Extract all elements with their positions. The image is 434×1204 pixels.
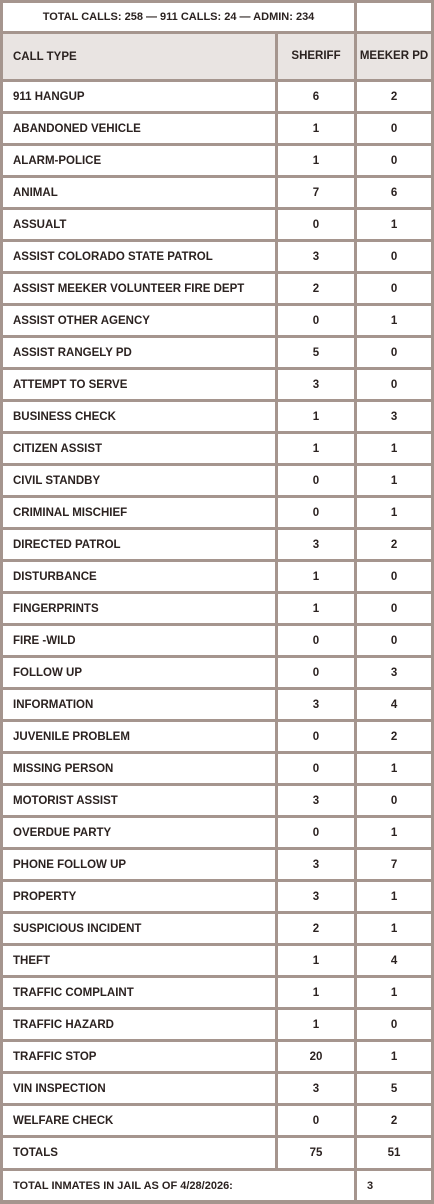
call-type-cell: THEFT bbox=[3, 946, 275, 975]
call-type-cell: DISTURBANCE bbox=[3, 562, 275, 591]
table-row bbox=[3, 978, 431, 1007]
table-row bbox=[3, 1010, 431, 1039]
meeker-count-cell: 1 bbox=[357, 1042, 431, 1071]
table-row bbox=[3, 434, 431, 463]
sheriff-count-cell: 6 bbox=[278, 82, 354, 111]
meeker-count-cell: 3 bbox=[357, 402, 431, 431]
sheriff-count-cell: 3 bbox=[278, 850, 354, 879]
call-type-cell: MISSING PERSON bbox=[3, 754, 275, 783]
sheriff-count-cell: 0 bbox=[278, 658, 354, 687]
header-row bbox=[3, 34, 431, 79]
sheriff-count-cell: 1 bbox=[278, 562, 354, 591]
sheriff-count-cell: 3 bbox=[278, 242, 354, 271]
table-row bbox=[3, 210, 431, 239]
table-row bbox=[3, 1106, 431, 1135]
meeker-count-cell: 5 bbox=[357, 1074, 431, 1103]
sheriff-count-cell: 2 bbox=[278, 274, 354, 303]
call-type-cell: 911 HANGUP bbox=[3, 82, 275, 111]
call-type-cell: OVERDUE PARTY bbox=[3, 818, 275, 847]
call-type-cell: ABANDONED VEHICLE bbox=[3, 114, 275, 143]
summary-text: TOTAL CALLS: 258 — 911 CALLS: 24 — ADMIN: 234 bbox=[3, 3, 354, 31]
call-type-cell: DIRECTED PATROL bbox=[3, 530, 275, 559]
meeker-count-cell: 1 bbox=[357, 978, 431, 1007]
call-type-cell: ASSIST OTHER AGENCY bbox=[3, 306, 275, 335]
table-row bbox=[3, 530, 431, 559]
totals-meeker: 51 bbox=[357, 1138, 431, 1168]
summary-empty-cell bbox=[357, 3, 431, 31]
meeker-count-cell: 7 bbox=[357, 850, 431, 879]
meeker-count-cell: 2 bbox=[357, 82, 431, 111]
header-meeker-pd: MEEKER PD bbox=[357, 34, 431, 79]
sheriff-count-cell: 0 bbox=[278, 626, 354, 655]
meeker-count-cell: 2 bbox=[357, 530, 431, 559]
meeker-count-cell: 0 bbox=[357, 786, 431, 815]
sheriff-count-cell: 1 bbox=[278, 978, 354, 1007]
meeker-count-cell: 2 bbox=[357, 722, 431, 751]
meeker-count-cell: 3 bbox=[357, 658, 431, 687]
totals-sheriff: 75 bbox=[278, 1138, 354, 1168]
header-call-type: CALL TYPE bbox=[3, 34, 275, 79]
call-type-cell: TRAFFIC STOP bbox=[3, 1042, 275, 1071]
meeker-count-cell: 1 bbox=[357, 754, 431, 783]
inmates-label: TOTAL INMATES IN JAIL AS OF 4/28/2026: bbox=[3, 1171, 354, 1200]
inmates-count: 3 bbox=[357, 1171, 431, 1200]
meeker-count-cell: 0 bbox=[357, 594, 431, 623]
call-type-cell: TRAFFIC COMPLAINT bbox=[3, 978, 275, 1007]
sheriff-count-cell: 1 bbox=[278, 946, 354, 975]
sheriff-count-cell: 20 bbox=[278, 1042, 354, 1071]
sheriff-count-cell: 1 bbox=[278, 114, 354, 143]
sheriff-count-cell: 2 bbox=[278, 914, 354, 943]
sheriff-count-cell: 3 bbox=[278, 690, 354, 719]
call-type-cell: ASSIST MEEKER VOLUNTEER FIRE DEPT bbox=[3, 274, 275, 303]
call-type-cell: SUSPICIOUS INCIDENT bbox=[3, 914, 275, 943]
meeker-count-cell: 1 bbox=[357, 466, 431, 495]
table-row bbox=[3, 338, 431, 367]
meeker-count-cell: 1 bbox=[357, 818, 431, 847]
table-row bbox=[3, 690, 431, 719]
table-row bbox=[3, 498, 431, 527]
meeker-count-cell: 1 bbox=[357, 210, 431, 239]
totals-label: TOTALS bbox=[3, 1138, 275, 1168]
sheriff-count-cell: 0 bbox=[278, 498, 354, 527]
meeker-count-cell: 1 bbox=[357, 306, 431, 335]
table-row bbox=[3, 114, 431, 143]
summary-row bbox=[3, 3, 431, 31]
call-type-cell: VIN INSPECTION bbox=[3, 1074, 275, 1103]
sheriff-count-cell: 0 bbox=[278, 1106, 354, 1135]
table-row bbox=[3, 466, 431, 495]
meeker-count-cell: 0 bbox=[357, 562, 431, 591]
meeker-count-cell: 4 bbox=[357, 946, 431, 975]
table-row bbox=[3, 818, 431, 847]
sheriff-count-cell: 3 bbox=[278, 882, 354, 911]
table-row bbox=[3, 946, 431, 975]
meeker-count-cell: 0 bbox=[357, 146, 431, 175]
table-row bbox=[3, 626, 431, 655]
call-type-cell: ASSIST COLORADO STATE PATROL bbox=[3, 242, 275, 271]
sheriff-count-cell: 1 bbox=[278, 594, 354, 623]
sheriff-count-cell: 0 bbox=[278, 818, 354, 847]
meeker-count-cell: 0 bbox=[357, 242, 431, 271]
table-row bbox=[3, 914, 431, 943]
meeker-count-cell: 1 bbox=[357, 914, 431, 943]
call-type-cell: CIVIL STANDBY bbox=[3, 466, 275, 495]
table-row bbox=[3, 242, 431, 271]
sheriff-count-cell: 3 bbox=[278, 786, 354, 815]
call-type-cell: ASSIST RANGELY PD bbox=[3, 338, 275, 367]
sheriff-count-cell: 0 bbox=[278, 754, 354, 783]
call-type-cell: ANIMAL bbox=[3, 178, 275, 207]
table-row bbox=[3, 274, 431, 303]
call-type-cell: CRIMINAL MISCHIEF bbox=[3, 498, 275, 527]
meeker-count-cell: 0 bbox=[357, 274, 431, 303]
call-type-cell: PROPERTY bbox=[3, 882, 275, 911]
meeker-count-cell: 0 bbox=[357, 1010, 431, 1039]
call-type-cell: BUSINESS CHECK bbox=[3, 402, 275, 431]
table-row bbox=[3, 146, 431, 175]
call-type-cell: ATTEMPT TO SERVE bbox=[3, 370, 275, 399]
table-row bbox=[3, 178, 431, 207]
sheriff-count-cell: 1 bbox=[278, 1010, 354, 1039]
meeker-count-cell: 1 bbox=[357, 882, 431, 911]
table-row bbox=[3, 82, 431, 111]
call-type-cell: ALARM-POLICE bbox=[3, 146, 275, 175]
table-row bbox=[3, 1042, 431, 1071]
sheriff-count-cell: 3 bbox=[278, 370, 354, 399]
sheriff-count-cell: 0 bbox=[278, 722, 354, 751]
sheriff-count-cell: 5 bbox=[278, 338, 354, 367]
meeker-count-cell: 0 bbox=[357, 370, 431, 399]
sheriff-count-cell: 1 bbox=[278, 402, 354, 431]
sheriff-count-cell: 1 bbox=[278, 146, 354, 175]
table-row bbox=[3, 722, 431, 751]
meeker-count-cell: 0 bbox=[357, 338, 431, 367]
sheriff-count-cell: 0 bbox=[278, 466, 354, 495]
meeker-count-cell: 0 bbox=[357, 626, 431, 655]
sheriff-count-cell: 0 bbox=[278, 210, 354, 239]
table-row bbox=[3, 1074, 431, 1103]
sheriff-count-cell: 3 bbox=[278, 1074, 354, 1103]
meeker-count-cell: 1 bbox=[357, 498, 431, 527]
call-type-cell: JUVENILE PROBLEM bbox=[3, 722, 275, 751]
header-sheriff: SHERIFF bbox=[278, 34, 354, 79]
meeker-count-cell: 6 bbox=[357, 178, 431, 207]
table-row bbox=[3, 306, 431, 335]
call-type-cell: TRAFFIC HAZARD bbox=[3, 1010, 275, 1039]
call-type-cell: MOTORIST ASSIST bbox=[3, 786, 275, 815]
call-type-cell: FIRE -WILD bbox=[3, 626, 275, 655]
call-type-cell: FINGERPRINTS bbox=[3, 594, 275, 623]
table-row bbox=[3, 402, 431, 431]
table-row bbox=[3, 882, 431, 911]
call-type-cell: CITIZEN ASSIST bbox=[3, 434, 275, 463]
sheriff-count-cell: 0 bbox=[278, 306, 354, 335]
table-row bbox=[3, 562, 431, 591]
totals-row bbox=[3, 1138, 431, 1168]
call-type-cell: PHONE FOLLOW UP bbox=[3, 850, 275, 879]
table-row bbox=[3, 370, 431, 399]
call-type-cell: ASSUALT bbox=[3, 210, 275, 239]
table-row bbox=[3, 850, 431, 879]
table-row bbox=[3, 594, 431, 623]
meeker-count-cell: 4 bbox=[357, 690, 431, 719]
sheriff-count-cell: 3 bbox=[278, 530, 354, 559]
sheriff-count-cell: 7 bbox=[278, 178, 354, 207]
meeker-count-cell: 1 bbox=[357, 434, 431, 463]
call-type-cell: INFORMATION bbox=[3, 690, 275, 719]
meeker-count-cell: 2 bbox=[357, 1106, 431, 1135]
meeker-count-cell: 0 bbox=[357, 114, 431, 143]
table-row bbox=[3, 658, 431, 687]
call-type-cell: WELFARE CHECK bbox=[3, 1106, 275, 1135]
call-type-cell: FOLLOW UP bbox=[3, 658, 275, 687]
inmates-row bbox=[3, 1171, 431, 1200]
sheriff-count-cell: 1 bbox=[278, 434, 354, 463]
table-row bbox=[3, 786, 431, 815]
table-row bbox=[3, 754, 431, 783]
